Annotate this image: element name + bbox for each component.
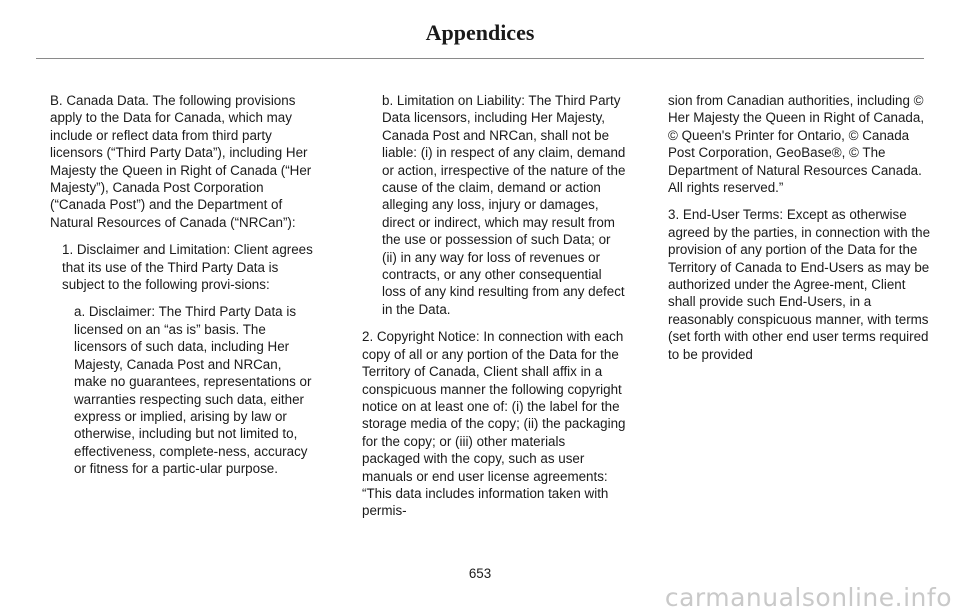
page-number: 653 xyxy=(468,566,492,581)
paragraph-copyright-continued: sion from Canadian authorities, including © Her Majesty the Queen in Right of Canada, © Queen's Printer for Ontario, © Canada Post Corporation, GeoBase®, © The Department of Natural Resources Canada. All rights reserved.” xyxy=(668,93,925,196)
text-column-middle xyxy=(362,92,626,530)
watermark-text: carmanualsonline.info xyxy=(664,583,952,611)
paragraph-canada-data: B. Canada Data. The following provisions apply to the Data for Canada, which may include or reflect data from third party licensors (“Third Party Data”), including Her Majesty the Queen in Right of Canada (“Her Majesty”), Canada Post Corporation (“Canada Post”) and the Department of Natural Resources of Canada (“NRCan”): xyxy=(50,93,312,230)
paragraph-copyright-notice: 2. Copyright Notice: In connection with each copy of all or any portion of the Data for the Territory of Canada, Client shall affix in a conspicuous manner the following copyright notice on at least one of: (i) the label for the storage media of the copy; (ii) the packaging for the copy; or (iii) other materials packaged with the copy, such as user manuals or end user license agreements: “This data includes information taken with permis- xyxy=(362,329,626,519)
page-title: Appendices xyxy=(425,20,535,45)
title-divider xyxy=(36,58,924,59)
text-column-left xyxy=(50,92,314,488)
paragraph-end-user-terms: 3. End-User Terms: Except as otherwise agreed by the parties, in connection with the provision of any portion of the Data for the Territory of Canada to End-Users as may be authorized under the Agree-ment, Client shall provide such End-Users, in a reasonably conspicuous manner, with terms (set forth with other end user terms required to be provided xyxy=(668,207,931,362)
paragraph-limitation-liability: b. Limitation on Liability: The Third Party Data licensors, including Her Majesty, Canada Post and NRCan, shall not be liable: (i) in respect of any claim, demand or action, irrespective of the nature of the cause of the claim, demand or action alleging any loss, injury or damages, direct or indirect, which may result from the use or possession of such Data; or (ii) in any way for loss of revenues or contracts, or any other consequential loss of any kind resulting from any defect in the Data. xyxy=(382,93,626,317)
text-column-right xyxy=(668,92,932,373)
paragraph-disclaimer-limitation: 1. Disclaimer and Limitation: Client agrees that its use of the Third Party Data is subject to the following provi-sions: xyxy=(62,242,313,293)
paragraph-disclaimer: a. Disclaimer: The Third Party Data is licensed on an “as is” basis. The licensors of such data, including Her Majesty, Canada Post and NRCan, make no guarantees, representations or warranties respecting such data, either express or implied, arising by law or otherwise, including but not limited to, effectiveness, complete-ness, accuracy or fitness for a partic-ular purpose. xyxy=(74,304,312,477)
